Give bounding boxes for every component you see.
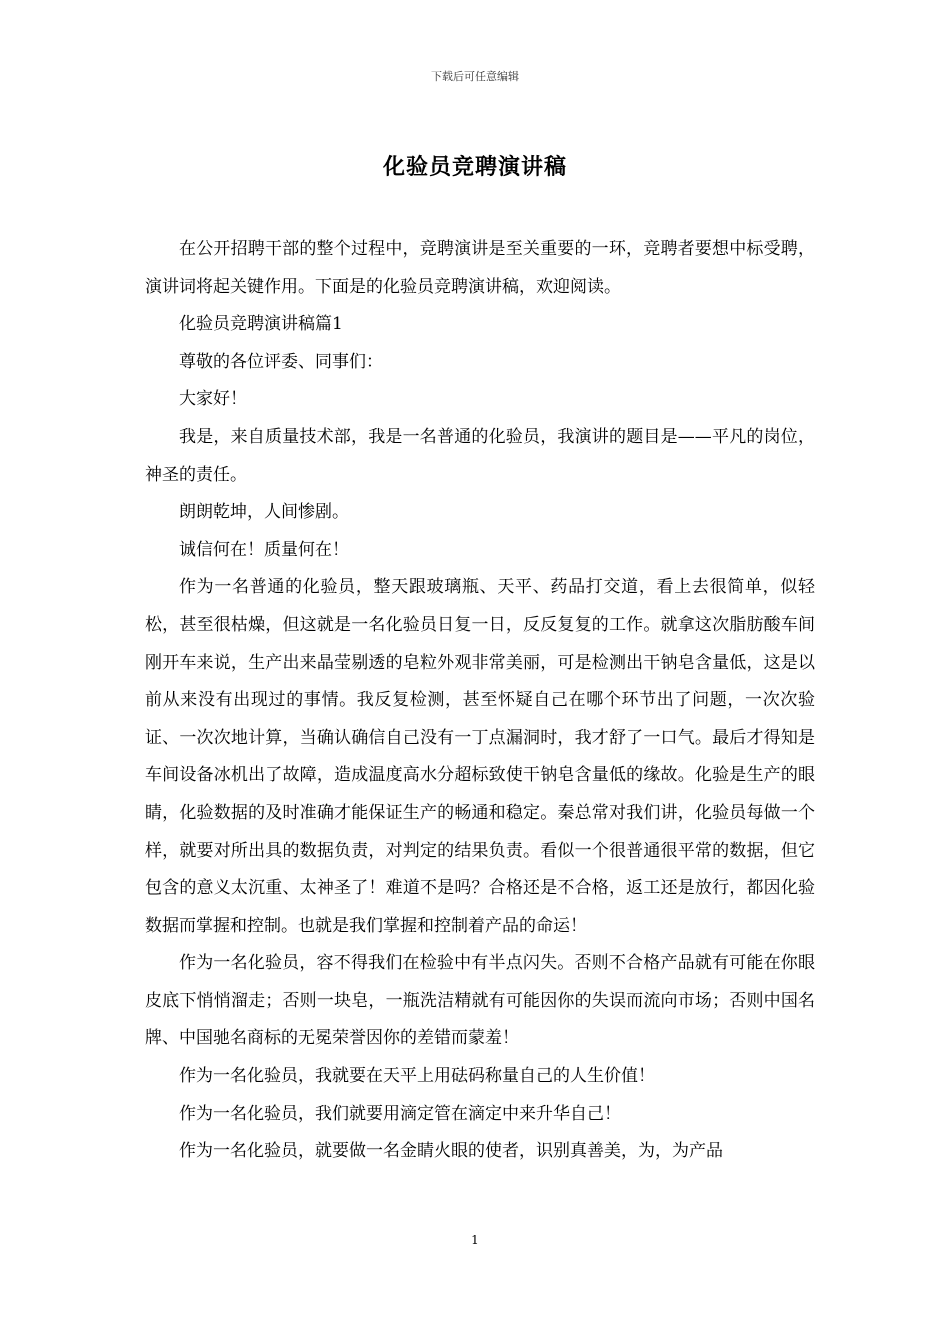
- page-header-note: 下载后可任意编辑: [431, 70, 519, 83]
- paragraph-exclamation-1: 朗朗乾坤，人间惨剧。: [179, 502, 349, 523]
- paragraph-greeting: 大家好！: [179, 389, 247, 410]
- paragraph-value: 作为一名化验员，我就要在天平上用砝码称量自己的人生价值！: [179, 1066, 655, 1087]
- document-title: 化验员竞聘演讲稿: [382, 154, 567, 180]
- paragraph-intro: 在公开招聘干部的整个过程中，竞聘演讲是至关重要的一环，竞聘者要想中标受聘，演讲词将起关键作用。下面是的化验员竞聘演讲稿，欢迎阅读。: [145, 239, 815, 297]
- paragraph-exclamation-2: 诚信何在！质量何在！: [179, 539, 349, 560]
- paragraph-responsibility: 作为一名化验员，容不得我们在检验中有半点闪失。否则不合格产品就有可能在你眼皮底下悄悄溜走；否则一块皂，一瓶洗洁精就有可能因你的失误而流向市场；否则中国名牌、中国驰名商标的无冕荣誉因你的差错而蒙羞！: [145, 953, 815, 1049]
- page-number: 1: [471, 1233, 479, 1247]
- document-body: [145, 231, 815, 1171]
- paragraph-envoy: 作为一名化验员，就要做一名金睛火眼的使者，识别真善美，为，为产品: [179, 1141, 723, 1162]
- section-heading: 化验员竞聘演讲稿篇1: [179, 314, 343, 335]
- paragraph-salutation: 尊敬的各位评委、同事们：: [179, 351, 383, 372]
- paragraph-titration: 作为一名化验员，我们就要用滴定管在滴定中来升华自己！: [179, 1103, 621, 1124]
- paragraph-main-story: 作为一名普通的化验员，整天跟玻璃瓶、天平、药品打交道，看上去很简单，似轻松，甚至很枯燥，但这就是一名化验员日复一日，反反复复的工作。就拿这次脂肪酸车间刚开车来说，生产出来晶莹剔透的皂粒外观非常美丽，可是检测出干钠皂含量低，这是以前从来没有出现过的事情。我反复检测，甚至怀疑自己在哪个环节出了问题，一次次验证、一次次地计算，当确认确信自己没有一丁点漏洞时，我才舒了一口气。最后才得知是车间设备冰机出了故障，造成温度高水分超标致使干钠皂含量低的缘故。化验是生产的眼睛，化验数据的及时准确才能保证生产的畅通和稳定。秦总常对我们讲，化验员每做一个样，就要对所出具的数据负责，对判定的结果负责。看似一个很普通很平常的数据，但它包含的意义太沉重、太神圣了！难道不是吗？合格还是不合格，返工还是放行，都因化验数据而掌握和控制。也就是我们掌握和控制着产品的命运！: [145, 577, 815, 936]
- paragraph-self-intro: 我是，来自质量技术部，我是一名普通的化验员，我演讲的题目是——平凡的岗位，神圣的责任。: [145, 426, 815, 485]
